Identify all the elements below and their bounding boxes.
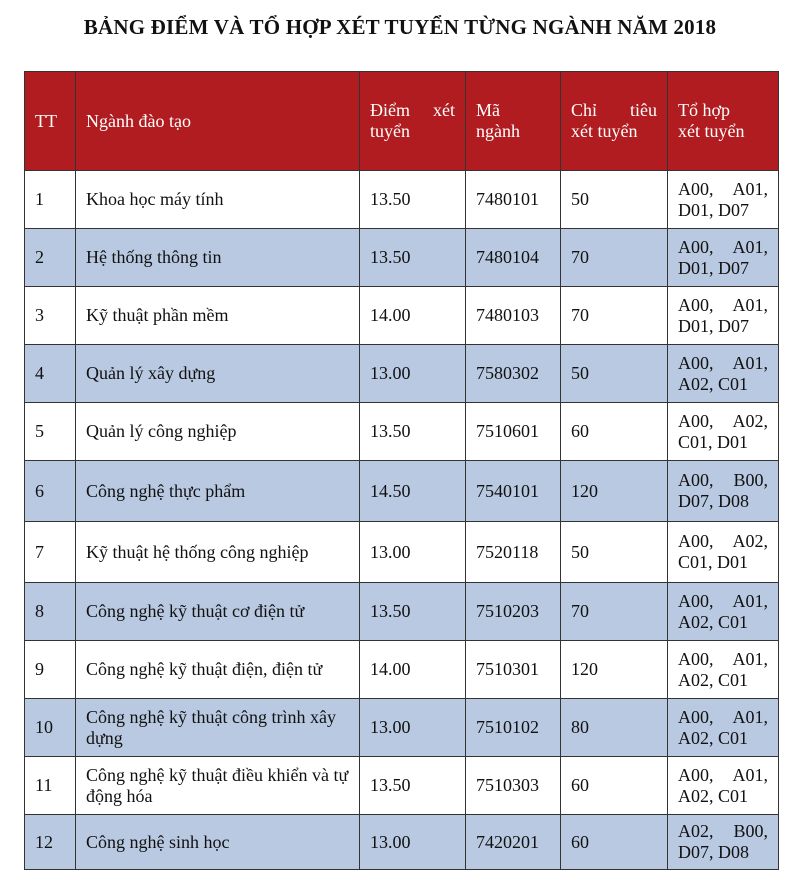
header-score-line-2: tuyển bbox=[370, 121, 410, 141]
cell-quota: 120 bbox=[561, 641, 668, 699]
table-row bbox=[25, 699, 779, 757]
header-tt: TT bbox=[25, 72, 76, 171]
header-major: Ngành đào tạo bbox=[76, 72, 360, 171]
header-score-word-2: xét bbox=[433, 100, 455, 120]
header-quota-word-2: tiêu bbox=[630, 100, 657, 120]
table-row bbox=[25, 522, 779, 583]
table-row bbox=[25, 229, 779, 287]
combo-line-1 bbox=[678, 470, 768, 491]
cell-major: Công nghệ thực phẩm bbox=[76, 461, 360, 522]
cell-score: 13.50 bbox=[360, 403, 466, 461]
cell-major: Khoa học máy tính bbox=[76, 171, 360, 229]
cell-score: 13.00 bbox=[360, 699, 466, 757]
cell-score: 13.50 bbox=[360, 757, 466, 815]
cell-combo bbox=[668, 287, 779, 345]
cell-code: 7510303 bbox=[466, 757, 561, 815]
cell-major: Quản lý xây dựng bbox=[76, 345, 360, 403]
table-header-row bbox=[25, 72, 779, 171]
cell-quota: 60 bbox=[561, 403, 668, 461]
cell-quota: 50 bbox=[561, 171, 668, 229]
combo-token: A00, bbox=[678, 294, 714, 315]
combo-line-2: D01, D07 bbox=[678, 315, 749, 336]
combo-line-1 bbox=[678, 531, 768, 552]
cell-major: Hệ thống thông tin bbox=[76, 229, 360, 287]
table-row bbox=[25, 287, 779, 345]
cell-combo bbox=[668, 345, 779, 403]
header-code bbox=[466, 72, 561, 171]
cell-score: 13.00 bbox=[360, 345, 466, 403]
combo-token: A02, bbox=[678, 821, 714, 841]
combo-token: A01, bbox=[732, 590, 768, 611]
combo-token: A00, bbox=[678, 470, 714, 490]
header-code-line-2: ngành bbox=[476, 121, 520, 141]
cell-tt: 5 bbox=[25, 403, 76, 461]
cell-score: 13.50 bbox=[360, 229, 466, 287]
cell-score: 13.00 bbox=[360, 815, 466, 870]
header-code-line-1: Mã bbox=[476, 100, 500, 120]
cell-tt: 12 bbox=[25, 815, 76, 870]
combo-line-1 bbox=[678, 707, 768, 728]
cell-combo bbox=[668, 461, 779, 522]
table-row bbox=[25, 403, 779, 461]
combo-line-1 bbox=[678, 821, 768, 842]
header-quota bbox=[561, 72, 668, 171]
combo-token: A00, bbox=[678, 706, 714, 727]
combo-line-2: C01, D01 bbox=[678, 431, 749, 452]
combo-line-1 bbox=[678, 295, 768, 316]
cell-code: 7480101 bbox=[466, 171, 561, 229]
combo-line-2: D01, D07 bbox=[678, 257, 749, 278]
combo-line-2: D07, D08 bbox=[678, 491, 749, 511]
cell-tt: 4 bbox=[25, 345, 76, 403]
combo-token: B00, bbox=[733, 821, 768, 841]
combo-line-2: A02, C01 bbox=[678, 669, 749, 690]
cell-tt: 1 bbox=[25, 171, 76, 229]
combo-token: A01, bbox=[732, 236, 768, 257]
cell-quota: 60 bbox=[561, 815, 668, 870]
cell-quota: 80 bbox=[561, 699, 668, 757]
cell-code: 7510102 bbox=[466, 699, 561, 757]
header-combo-line-1: Tổ hợp bbox=[678, 100, 731, 120]
cell-major: Kỹ thuật phần mềm bbox=[76, 287, 360, 345]
cell-score: 13.50 bbox=[360, 583, 466, 641]
cell-score: 14.50 bbox=[360, 461, 466, 522]
cell-combo bbox=[668, 641, 779, 699]
combo-token: A00, bbox=[678, 352, 714, 373]
header-score bbox=[360, 72, 466, 171]
cell-quota: 50 bbox=[561, 522, 668, 583]
cell-code: 7580302 bbox=[466, 345, 561, 403]
cell-score: 13.50 bbox=[360, 171, 466, 229]
cell-major: Công nghệ sinh học bbox=[76, 815, 360, 870]
combo-line-1 bbox=[678, 649, 768, 670]
header-quota-line-2: xét tuyển bbox=[571, 121, 638, 141]
table-row bbox=[25, 345, 779, 403]
table-row bbox=[25, 461, 779, 522]
page-title: BẢNG ĐIỂM VÀ TỔ HỢP XÉT TUYỂN TỪNG NGÀNH NĂM 2018 bbox=[83, 15, 717, 39]
combo-token: A01, bbox=[732, 764, 768, 785]
combo-token: A00, bbox=[678, 764, 714, 785]
cell-combo bbox=[668, 815, 779, 870]
combo-token: A02, bbox=[732, 531, 768, 551]
cell-combo bbox=[668, 757, 779, 815]
combo-token: A00, bbox=[678, 590, 714, 611]
combo-token: A00, bbox=[678, 236, 714, 257]
combo-line-2: A02, C01 bbox=[678, 611, 749, 632]
cell-major: Công nghệ kỹ thuật cơ điện tử bbox=[76, 583, 360, 641]
cell-quota: 70 bbox=[561, 583, 668, 641]
combo-line-2: A02, C01 bbox=[678, 785, 749, 806]
table-row bbox=[25, 171, 779, 229]
cell-combo bbox=[668, 583, 779, 641]
cell-tt: 6 bbox=[25, 461, 76, 522]
header-combo-line-2: xét tuyển bbox=[678, 121, 745, 141]
cell-score: 13.00 bbox=[360, 522, 466, 583]
combo-line-1 bbox=[678, 591, 768, 612]
combo-line-2: D07, D08 bbox=[678, 842, 749, 862]
cell-quota: 70 bbox=[561, 287, 668, 345]
cell-major: Công nghệ kỹ thuật công trình xây dựng bbox=[76, 699, 360, 757]
header-combo bbox=[668, 72, 779, 171]
combo-line-2: D01, D07 bbox=[678, 199, 749, 220]
table-row bbox=[25, 583, 779, 641]
combo-token: A00, bbox=[678, 648, 714, 669]
combo-token: A00, bbox=[678, 531, 714, 551]
cell-tt: 3 bbox=[25, 287, 76, 345]
combo-token: A00, bbox=[678, 178, 714, 199]
cell-tt: 8 bbox=[25, 583, 76, 641]
cell-code: 7520118 bbox=[466, 522, 561, 583]
cell-quota: 60 bbox=[561, 757, 668, 815]
cell-tt: 11 bbox=[25, 757, 76, 815]
combo-line-1 bbox=[678, 765, 768, 786]
combo-token: A01, bbox=[732, 706, 768, 727]
combo-token: A00, bbox=[678, 410, 714, 431]
combo-token: A01, bbox=[732, 352, 768, 373]
cell-code: 7540101 bbox=[466, 461, 561, 522]
combo-line-2: C01, D01 bbox=[678, 552, 749, 572]
cell-code: 7480104 bbox=[466, 229, 561, 287]
combo-token: A01, bbox=[732, 648, 768, 669]
combo-token: B00, bbox=[733, 470, 768, 490]
cell-quota: 120 bbox=[561, 461, 668, 522]
cell-tt: 2 bbox=[25, 229, 76, 287]
table-row bbox=[25, 757, 779, 815]
cell-code: 7510301 bbox=[466, 641, 561, 699]
cell-combo bbox=[668, 522, 779, 583]
combo-line-1 bbox=[678, 237, 768, 258]
cell-combo bbox=[668, 403, 779, 461]
cell-combo bbox=[668, 699, 779, 757]
cell-combo bbox=[668, 171, 779, 229]
table-row bbox=[25, 641, 779, 699]
cell-major: Công nghệ kỹ thuật điều khiển và tự động hóa bbox=[76, 757, 360, 815]
cell-tt: 9 bbox=[25, 641, 76, 699]
combo-token: A01, bbox=[732, 178, 768, 199]
admission-table bbox=[24, 71, 779, 870]
cell-quota: 50 bbox=[561, 345, 668, 403]
cell-code: 7480103 bbox=[466, 287, 561, 345]
combo-line-1 bbox=[678, 353, 768, 374]
cell-combo bbox=[668, 229, 779, 287]
header-score-word-1: Điểm bbox=[370, 100, 410, 120]
cell-tt: 7 bbox=[25, 522, 76, 583]
cell-tt: 10 bbox=[25, 699, 76, 757]
combo-line-1 bbox=[678, 411, 768, 432]
combo-line-2: A02, C01 bbox=[678, 727, 749, 748]
combo-token: A01, bbox=[732, 294, 768, 315]
cell-score: 14.00 bbox=[360, 287, 466, 345]
cell-code: 7420201 bbox=[466, 815, 561, 870]
header-quota-word-1: Chỉ bbox=[571, 100, 598, 120]
combo-line-1 bbox=[678, 179, 768, 200]
cell-code: 7510601 bbox=[466, 403, 561, 461]
cell-quota: 70 bbox=[561, 229, 668, 287]
cell-code: 7510203 bbox=[466, 583, 561, 641]
combo-line-2: A02, C01 bbox=[678, 373, 749, 394]
table-row bbox=[25, 815, 779, 870]
combo-token: A02, bbox=[732, 410, 768, 431]
cell-score: 14.00 bbox=[360, 641, 466, 699]
cell-major: Công nghệ kỹ thuật điện, điện tử bbox=[76, 641, 360, 699]
cell-major: Quản lý công nghiệp bbox=[76, 403, 360, 461]
cell-major: Kỹ thuật hệ thống công nghiệp bbox=[76, 522, 360, 583]
